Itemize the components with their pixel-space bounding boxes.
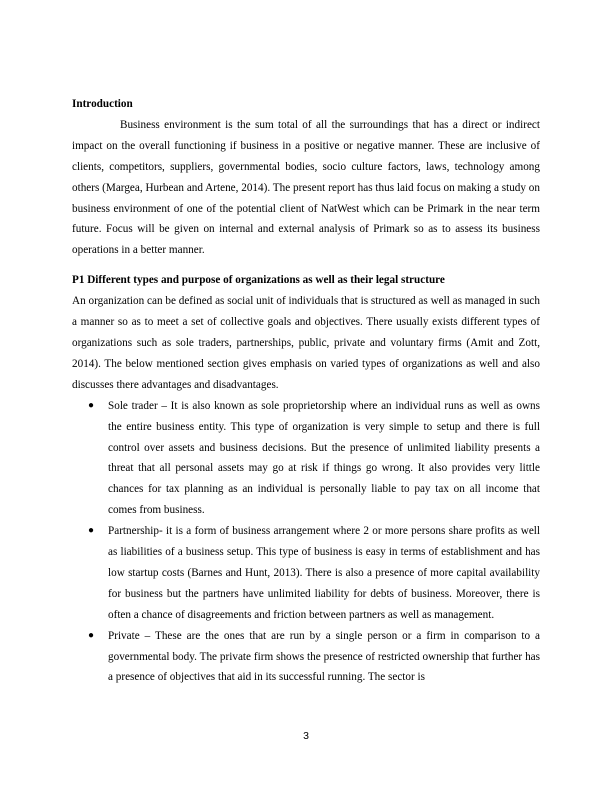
introduction-heading: Introduction <box>72 98 133 110</box>
list-item-sole-trader <box>72 396 540 521</box>
list-item-text: Private – These are the ones that are run by a single person or a firm in comparison to a governmental body. The private firm shows the presence of restricted ownership that further has a presence of objectives that aid in its successful running. The sector is <box>108 629 540 684</box>
list-item-partnership <box>72 521 540 626</box>
list-item-private <box>72 626 540 689</box>
bullet-icon: ● <box>88 399 95 411</box>
p1-heading: P1 Different types and purpose of organizations as well as their legal structure <box>72 274 445 287</box>
bullet-icon: ● <box>88 525 95 537</box>
organization-types-list <box>72 396 540 689</box>
page-content <box>72 94 540 688</box>
introduction-paragraph: Business environment is the sum total of all the surroundings that has a direct or indirect impact on the overall functioning if business in a positive or negative manner. These are inclusive of clients, competitors, suppliers, governmental bodies, socio culture factors, laws, technology among others (Margea, Hurbean and Artene, 2014). The present report has thus laid focus on making a study on business environment of one of the potential client of NatWest which can be Primark in the near term future. Focus will be given on internal and external analysis of Primark so as to assess its business operations in a better manner. <box>72 118 540 257</box>
list-item-text: Sole trader – It is also known as sole proprietorship where an individual runs as well as owns the entire business entity. This type of organization is very simple to setup and there is full control over assets and business decisions. But the presence of unlimited liability presents a threat that all personal assets may go at risk if things go wrong. It also provides very little chances for tax planning as an individual is personally liable to pay tax on all income that comes from business. <box>108 399 540 517</box>
list-item-text: Partnership- it is a form of business arrangement where 2 or more persons share profits as well as liabilities of a business setup. This type of business is easy in terms of establishment and has low startup costs (Barnes and Hunt, 2013). There is also a presence of more capital availability for business but the partners have unlimited liability for debts of business. Moreover, there is often a chance of disagreements and friction between partners as well as management. <box>108 525 540 621</box>
bullet-icon: ● <box>88 629 95 641</box>
page-number: 3 <box>303 730 309 742</box>
p1-paragraph: An organization can be defined as social unit of individuals that is structured as well as managed in such a manner so as to meet a set of collective goals and objectives. There usually exists different types of organizations such as sole traders, partnerships, public, private and voluntary firms (Amit and Zott, 2014). The below mentioned section gives emphasis on varied types of organizations as well and also discusses there advantages and disadvantages. <box>72 295 540 391</box>
